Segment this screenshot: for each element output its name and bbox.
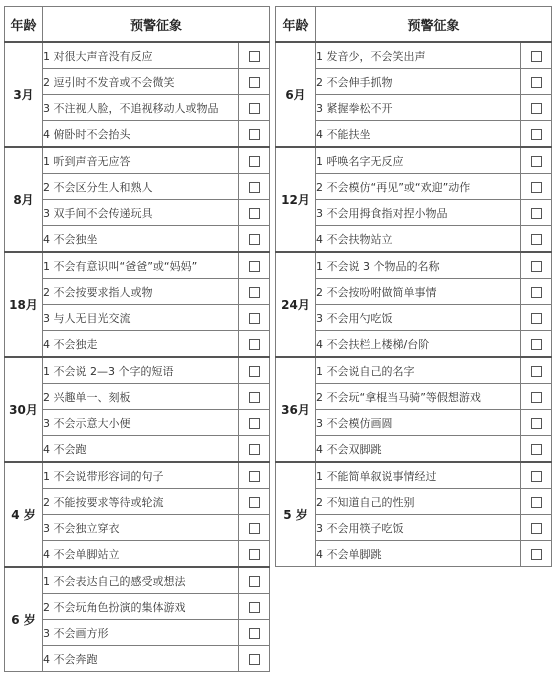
warning-sign-row bbox=[5, 200, 270, 226]
warning-sign-text: 3 不注视人脸，不追视移动人或物品 bbox=[43, 95, 239, 121]
checkbox[interactable] bbox=[249, 339, 260, 350]
checkbox-cell bbox=[239, 646, 270, 672]
checkbox-cell bbox=[521, 42, 552, 69]
warning-sign-row bbox=[276, 69, 552, 95]
warning-sign-text: 2 不会伸手抓物 bbox=[316, 69, 521, 95]
age-column-header: 年龄 bbox=[276, 7, 316, 43]
checkbox[interactable] bbox=[249, 182, 260, 193]
warning-sign-row bbox=[5, 305, 270, 331]
checkbox[interactable] bbox=[249, 576, 260, 587]
checkbox-cell bbox=[521, 331, 552, 358]
checkbox[interactable] bbox=[249, 129, 260, 140]
warning-sign-text: 2 不会模仿“再见”或“欢迎”动作 bbox=[316, 174, 521, 200]
warning-sign-row bbox=[5, 252, 270, 279]
age-group bbox=[276, 252, 552, 357]
checkbox[interactable] bbox=[531, 313, 542, 324]
checkbox[interactable] bbox=[249, 549, 260, 560]
warning-sign-text: 4 不会独坐 bbox=[43, 226, 239, 253]
checkbox-cell bbox=[521, 541, 552, 567]
warning-sign-row bbox=[5, 174, 270, 200]
warning-sign-text: 4 不会单脚站立 bbox=[43, 541, 239, 568]
checkbox[interactable] bbox=[249, 156, 260, 167]
warning-sign-row bbox=[276, 436, 552, 463]
checkbox[interactable] bbox=[531, 418, 542, 429]
warning-sign-text: 4 不能扶坐 bbox=[316, 121, 521, 148]
checkbox-cell bbox=[239, 252, 270, 279]
warning-sign-text: 4 不会扶物站立 bbox=[316, 226, 521, 253]
warning-sign-row bbox=[276, 279, 552, 305]
checkbox[interactable] bbox=[249, 234, 260, 245]
age-label: 4 岁 bbox=[5, 462, 43, 567]
warning-sign-row bbox=[276, 462, 552, 489]
checkbox-cell bbox=[521, 305, 552, 331]
warning-sign-text: 2 不会按吩咐做简单事情 bbox=[316, 279, 521, 305]
warning-sign-text: 4 不会单脚跳 bbox=[316, 541, 521, 567]
warning-sign-text: 2 不会玩角色扮演的集体游戏 bbox=[43, 594, 239, 620]
warning-sign-text: 3 双手间不会传递玩具 bbox=[43, 200, 239, 226]
warning-sign-row bbox=[276, 331, 552, 358]
warning-sign-row bbox=[5, 594, 270, 620]
checkbox-cell bbox=[239, 541, 270, 568]
warning-sign-row bbox=[5, 410, 270, 436]
signs-column-header: 预警征象 bbox=[316, 7, 552, 43]
checkbox-cell bbox=[239, 357, 270, 384]
warning-sign-text: 4 俯卧时不会抬头 bbox=[43, 121, 239, 148]
checkbox-cell bbox=[239, 515, 270, 541]
checkbox-cell bbox=[521, 384, 552, 410]
age-label: 30月 bbox=[5, 357, 43, 462]
warning-sign-text: 3 不会独立穿衣 bbox=[43, 515, 239, 541]
warning-sign-text: 2 不知道自己的性别 bbox=[316, 489, 521, 515]
checkbox[interactable] bbox=[249, 51, 260, 62]
warning-sign-row bbox=[5, 357, 270, 384]
checkbox-cell bbox=[239, 384, 270, 410]
warning-sign-row bbox=[276, 489, 552, 515]
warning-sign-text: 1 不会说 2—3 个字的短语 bbox=[43, 357, 239, 384]
warning-sign-text: 3 不会模仿画圆 bbox=[316, 410, 521, 436]
checkbox[interactable] bbox=[531, 129, 542, 140]
age-label: 24月 bbox=[276, 252, 316, 357]
checkbox-cell bbox=[239, 147, 270, 174]
checkbox-cell bbox=[239, 567, 270, 594]
warning-sign-row bbox=[5, 515, 270, 541]
checkbox-cell bbox=[239, 305, 270, 331]
warning-sign-text: 3 不会示意大小便 bbox=[43, 410, 239, 436]
age-group bbox=[276, 357, 552, 462]
warning-sign-row bbox=[276, 147, 552, 174]
warning-sign-text: 1 不能简单叙说事情经过 bbox=[316, 462, 521, 489]
checkbox[interactable] bbox=[531, 51, 542, 62]
warning-sign-row bbox=[276, 252, 552, 279]
warning-sign-text: 2 不会玩“拿棍当马骑”等假想游戏 bbox=[316, 384, 521, 410]
checkbox-cell bbox=[239, 226, 270, 253]
age-label: 3月 bbox=[5, 42, 43, 147]
checkbox[interactable] bbox=[249, 366, 260, 377]
warning-sign-row bbox=[276, 384, 552, 410]
warning-sign-text: 3 紧握拳松不开 bbox=[316, 95, 521, 121]
warning-sign-text: 1 听到声音无应答 bbox=[43, 147, 239, 174]
checkbox-cell bbox=[521, 515, 552, 541]
warning-sign-row bbox=[5, 331, 270, 358]
checkbox[interactable] bbox=[531, 182, 542, 193]
signs-column-header: 预警征象 bbox=[43, 7, 270, 43]
age-label: 5 岁 bbox=[276, 462, 316, 567]
checkbox[interactable] bbox=[531, 444, 542, 455]
warning-sign-row bbox=[276, 357, 552, 384]
warning-sign-row bbox=[5, 489, 270, 515]
checkbox[interactable] bbox=[249, 497, 260, 508]
warning-sign-row bbox=[276, 121, 552, 148]
checkbox-cell bbox=[521, 489, 552, 515]
warning-sign-text: 2 不会按要求指人或物 bbox=[43, 279, 239, 305]
warning-sign-row bbox=[276, 200, 552, 226]
warning-sign-row bbox=[276, 226, 552, 253]
checkbox-cell bbox=[239, 279, 270, 305]
checkbox-cell bbox=[521, 279, 552, 305]
checkbox-cell bbox=[521, 252, 552, 279]
checkbox[interactable] bbox=[249, 392, 260, 403]
age-label: 6 岁 bbox=[5, 567, 43, 672]
warning-sign-row bbox=[276, 515, 552, 541]
age-group bbox=[5, 462, 270, 567]
warning-sign-text: 1 不会说带形容词的句子 bbox=[43, 462, 239, 489]
checkbox[interactable] bbox=[249, 261, 260, 272]
checkbox-cell bbox=[239, 200, 270, 226]
warning-sign-text: 1 不会说 3 个物品的名称 bbox=[316, 252, 521, 279]
checkbox-cell bbox=[521, 357, 552, 384]
checkbox[interactable] bbox=[249, 628, 260, 639]
warning-sign-text: 1 不会有意识叫“爸爸”或“妈妈” bbox=[43, 252, 239, 279]
checkbox[interactable] bbox=[531, 471, 542, 482]
checkbox-cell bbox=[239, 174, 270, 200]
warning-sign-text: 3 与人无目光交流 bbox=[43, 305, 239, 331]
warning-sign-text: 4 不会独走 bbox=[43, 331, 239, 358]
warning-sign-text: 1 呼唤名字无反应 bbox=[316, 147, 521, 174]
checkbox-cell bbox=[239, 620, 270, 646]
age-group bbox=[276, 462, 552, 567]
warning-sign-row bbox=[276, 42, 552, 69]
age-group bbox=[5, 252, 270, 357]
warning-sign-text: 4 不会双脚跳 bbox=[316, 436, 521, 463]
warning-sign-row bbox=[5, 95, 270, 121]
checkbox-cell bbox=[521, 462, 552, 489]
checkbox-cell bbox=[521, 200, 552, 226]
warning-sign-row bbox=[5, 279, 270, 305]
left-header-row bbox=[5, 7, 270, 43]
checkbox-cell bbox=[521, 69, 552, 95]
warning-sign-row bbox=[5, 384, 270, 410]
right-table bbox=[275, 6, 552, 567]
checkbox-cell bbox=[521, 147, 552, 174]
warning-sign-text: 4 不会奔跑 bbox=[43, 646, 239, 672]
checkbox[interactable] bbox=[531, 523, 542, 534]
checkbox[interactable] bbox=[531, 339, 542, 350]
checkbox[interactable] bbox=[531, 261, 542, 272]
checkbox[interactable] bbox=[531, 156, 542, 167]
warning-sign-row bbox=[5, 42, 270, 69]
checkbox-cell bbox=[521, 174, 552, 200]
checkbox[interactable] bbox=[531, 234, 542, 245]
checkbox-cell bbox=[239, 436, 270, 463]
warning-sign-row bbox=[276, 541, 552, 567]
warning-sign-text: 1 不会表达自己的感受或想法 bbox=[43, 567, 239, 594]
warning-sign-text: 2 兴趣单一、刻板 bbox=[43, 384, 239, 410]
checkbox-cell bbox=[239, 489, 270, 515]
checkbox-cell bbox=[239, 95, 270, 121]
warning-sign-text: 2 不能按要求等待或轮流 bbox=[43, 489, 239, 515]
warning-sign-row bbox=[276, 410, 552, 436]
warning-sign-row bbox=[276, 305, 552, 331]
warning-sign-row bbox=[5, 646, 270, 672]
age-group bbox=[276, 42, 552, 147]
warning-sign-row bbox=[5, 121, 270, 148]
checkbox[interactable] bbox=[249, 287, 260, 298]
checkbox[interactable] bbox=[249, 654, 260, 665]
warning-sign-row bbox=[5, 620, 270, 646]
age-group bbox=[5, 42, 270, 147]
warning-sign-row bbox=[5, 436, 270, 463]
age-label: 12月 bbox=[276, 147, 316, 252]
checkbox[interactable] bbox=[531, 392, 542, 403]
warning-sign-row bbox=[5, 541, 270, 568]
warning-sign-text: 3 不会画方形 bbox=[43, 620, 239, 646]
checkbox[interactable] bbox=[531, 77, 542, 88]
age-label: 18月 bbox=[5, 252, 43, 357]
checkbox-cell bbox=[239, 410, 270, 436]
warning-sign-text: 1 不会说自己的名字 bbox=[316, 357, 521, 384]
checkbox-cell bbox=[239, 331, 270, 358]
checkbox[interactable] bbox=[531, 208, 542, 219]
checkbox-cell bbox=[239, 69, 270, 95]
warning-sign-row bbox=[276, 174, 552, 200]
checkbox[interactable] bbox=[249, 208, 260, 219]
checkbox[interactable] bbox=[531, 497, 542, 508]
warning-sign-text: 2 不会区分生人和熟人 bbox=[43, 174, 239, 200]
age-column-header: 年龄 bbox=[5, 7, 43, 43]
checkbox-cell bbox=[239, 462, 270, 489]
age-group bbox=[5, 357, 270, 462]
warning-sign-row bbox=[5, 462, 270, 489]
warning-sign-text: 4 不会跑 bbox=[43, 436, 239, 463]
warning-sign-row bbox=[5, 567, 270, 594]
checkbox-cell bbox=[239, 42, 270, 69]
right-header-row bbox=[276, 7, 552, 43]
age-group bbox=[5, 147, 270, 252]
warning-sign-row bbox=[5, 69, 270, 95]
age-group bbox=[276, 147, 552, 252]
age-group bbox=[5, 567, 270, 672]
warning-sign-text: 3 不会用拇食指对捏小物品 bbox=[316, 200, 521, 226]
checkbox[interactable] bbox=[249, 103, 260, 114]
warning-sign-text: 3 不会用筷子吃饭 bbox=[316, 515, 521, 541]
checkbox-cell bbox=[239, 121, 270, 148]
checkbox-cell bbox=[521, 121, 552, 148]
checkbox[interactable] bbox=[249, 444, 260, 455]
warning-sign-text: 1 发音少，不会笑出声 bbox=[316, 42, 521, 69]
checkbox[interactable] bbox=[531, 549, 542, 560]
warning-sign-text: 1 对很大声音没有反应 bbox=[43, 42, 239, 69]
warning-sign-text: 3 不会用勺吃饭 bbox=[316, 305, 521, 331]
left-table bbox=[4, 6, 270, 672]
checkbox-cell bbox=[521, 436, 552, 463]
warning-sign-row bbox=[276, 95, 552, 121]
checkbox[interactable] bbox=[531, 366, 542, 377]
checkbox-cell bbox=[521, 95, 552, 121]
checkbox[interactable] bbox=[531, 103, 542, 114]
warning-sign-row bbox=[5, 147, 270, 174]
warning-sign-text: 4 不会扶栏上楼梯/台阶 bbox=[316, 331, 521, 358]
checkbox[interactable] bbox=[531, 287, 542, 298]
checkbox[interactable] bbox=[249, 523, 260, 534]
checkbox[interactable] bbox=[249, 471, 260, 482]
checkbox-cell bbox=[521, 226, 552, 253]
checkbox[interactable] bbox=[249, 313, 260, 324]
checkbox-cell bbox=[239, 594, 270, 620]
checkbox[interactable] bbox=[249, 77, 260, 88]
age-label: 8月 bbox=[5, 147, 43, 252]
checkbox-cell bbox=[521, 410, 552, 436]
age-label: 6月 bbox=[276, 42, 316, 147]
warning-sign-row bbox=[5, 226, 270, 253]
checkbox[interactable] bbox=[249, 418, 260, 429]
warning-sign-text: 2 逗引时不发音或不会微笑 bbox=[43, 69, 239, 95]
age-label: 36月 bbox=[276, 357, 316, 462]
checkbox[interactable] bbox=[249, 602, 260, 613]
